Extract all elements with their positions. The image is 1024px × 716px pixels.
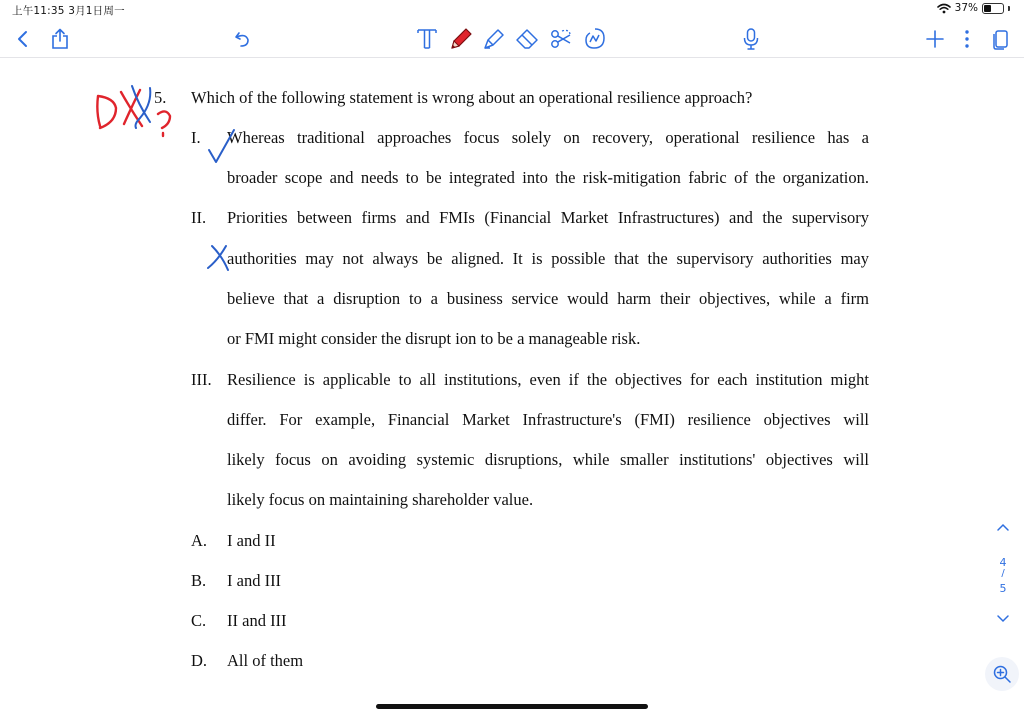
item-line: likely focus on avoiding systemic disruptions, while smaller institutions' objectives will — [227, 450, 869, 469]
pages-icon — [992, 28, 1010, 50]
status-time: 上午11:35 — [12, 5, 65, 17]
pages-button[interactable] — [986, 24, 1016, 54]
back-button[interactable] — [8, 24, 38, 54]
page-down-icon[interactable] — [996, 614, 1010, 624]
item-line: differ. For example, Financial Market Infrastructure's (FMI) resilience objectives will — [227, 410, 869, 429]
undo-icon — [233, 29, 253, 49]
item-number: III. — [191, 370, 212, 389]
item-line: broader scope and needs to be integrated into the risk-mitigation fabric of the organization. — [227, 168, 869, 187]
status-indicators — [937, 2, 1010, 14]
battery-level — [984, 5, 991, 12]
eraser-tool-icon — [514, 26, 540, 52]
status-bar — [0, 0, 1024, 20]
text-tool-icon — [416, 27, 438, 51]
page-navigator — [988, 522, 1018, 595]
item-number: I. — [191, 128, 201, 147]
add-icon — [925, 29, 945, 49]
zoom-in-icon — [992, 664, 1012, 684]
lasso-tool-icon — [548, 26, 574, 52]
highlighter-tool-icon — [481, 26, 507, 52]
question-number: 5. — [154, 88, 167, 107]
battery-tip — [1008, 6, 1010, 11]
page-up-icon[interactable] — [996, 522, 1010, 532]
home-indicator[interactable] — [376, 704, 648, 709]
wifi-icon — [937, 3, 951, 14]
item-line: likely focus on maintaining shareholder value. — [227, 490, 534, 509]
battery-percent: 37% — [954, 2, 978, 14]
item-line: Whereas traditional approaches focus solely on recovery, operational resilience has a — [227, 128, 869, 147]
option-letter: B. — [191, 571, 207, 590]
highlighter-tool-button[interactable] — [479, 24, 509, 54]
microphone-icon — [742, 27, 760, 51]
option-text: II and III — [227, 611, 287, 630]
question-text: Which of the following statement is wrong about an operational resilience approach? — [191, 88, 753, 107]
total-pages: 5 — [999, 582, 1007, 595]
pen-tool-icon — [448, 26, 474, 52]
lasso-tool-button[interactable] — [546, 24, 576, 54]
microphone-button[interactable] — [736, 24, 766, 54]
more-icon — [964, 29, 970, 49]
battery-icon — [982, 3, 1004, 14]
shapes-tool-icon — [582, 26, 608, 52]
item-line: Resilience is applicable to all institutions, even if the objectives for each institution might — [227, 370, 869, 389]
text-tool-button[interactable] — [412, 24, 442, 54]
option-text: All of them — [227, 651, 304, 670]
add-button[interactable] — [920, 24, 950, 54]
item-line: Priorities between firms and FMIs (Financial Market Infrastructures) and the supervisory — [227, 208, 869, 227]
status-date: 3月1日周一 — [68, 5, 125, 17]
share-button[interactable] — [45, 24, 75, 54]
toolbar — [0, 20, 1024, 58]
item-number: II. — [191, 208, 207, 227]
item-line: or FMI might consider the disrupt ion to be a manageable risk. — [227, 329, 641, 348]
document-page[interactable] — [0, 60, 1024, 716]
option-letter: D. — [191, 651, 208, 670]
option-letter: A. — [191, 531, 208, 550]
eraser-tool-button[interactable] — [512, 24, 542, 54]
page-separator: / — [1001, 568, 1005, 579]
option-text: I and III — [227, 571, 282, 590]
undo-button[interactable] — [228, 24, 258, 54]
shapes-tool-button[interactable] — [580, 24, 610, 54]
status-datetime — [12, 3, 125, 18]
item-line: authorities may not always be aligned. It is possible that the supervisory authorities may — [227, 249, 869, 268]
more-button[interactable] — [952, 24, 982, 54]
back-icon — [16, 30, 30, 48]
zoom-button[interactable] — [985, 657, 1019, 691]
option-text: I and II — [227, 531, 276, 550]
pen-tool-button[interactable] — [446, 24, 476, 54]
option-letter: C. — [191, 611, 207, 630]
current-page: 4 — [999, 556, 1007, 569]
share-icon — [50, 28, 70, 50]
item-line: believe that a disruption to a business service would harm their objectives, while a firm — [227, 289, 869, 308]
